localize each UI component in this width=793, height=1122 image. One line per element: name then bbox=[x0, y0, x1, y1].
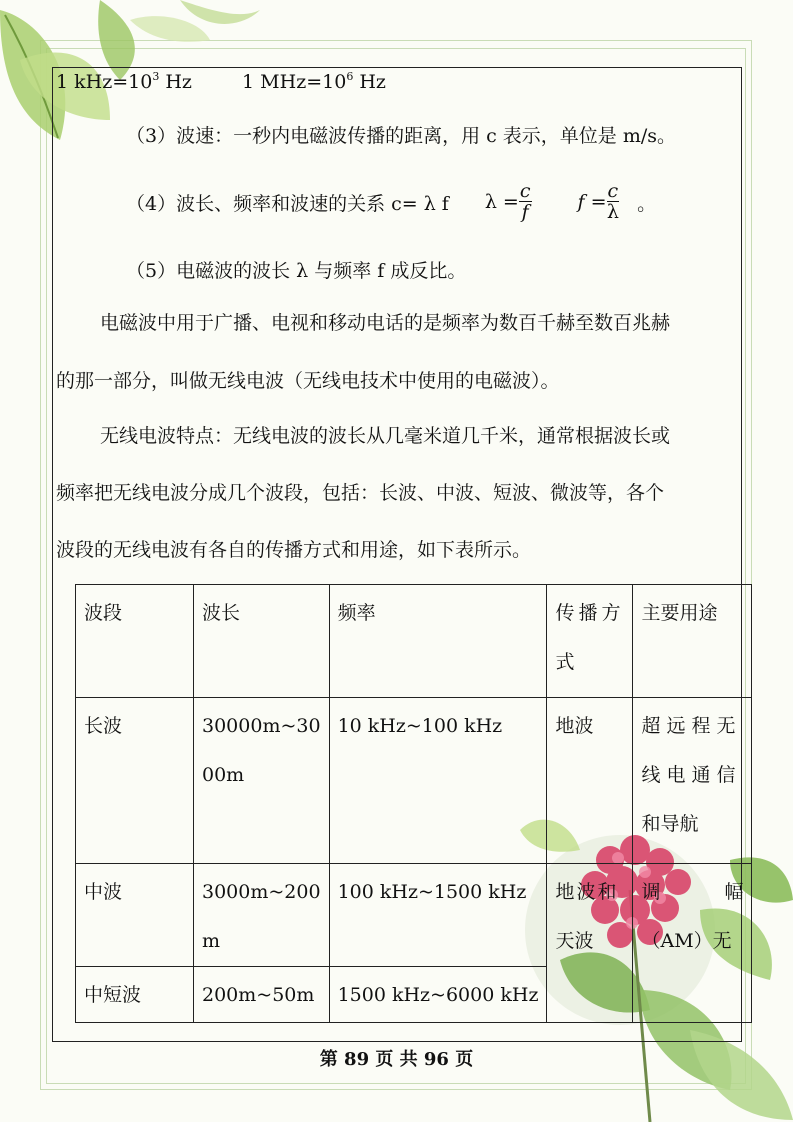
row-medium-wave-propagation: 地波和 天波 bbox=[547, 864, 633, 1023]
item-4-text: （4）波长、频率和波速的关系 c= λ f bbox=[126, 192, 449, 215]
formula-lambda-numerator: c bbox=[519, 180, 531, 202]
row-long-wave-band: 长波 bbox=[76, 698, 194, 864]
paragraph-2-line-1: 无线电波特点：无线电波的波长从几毫米道几千米，通常根据波长或 bbox=[100, 425, 671, 447]
row-medium-wave-band: 中波 bbox=[76, 864, 194, 967]
row-medium-short-wave-wavelength: 200m~50m bbox=[194, 967, 330, 1023]
header-band: 波段 bbox=[76, 585, 194, 698]
item-5-inverse-relation: （5）电磁波的波长 λ 与频率 f 成反比。 bbox=[126, 260, 467, 282]
mhz-exponent: 6 bbox=[346, 70, 354, 83]
formula-f-lhs: f = bbox=[577, 191, 607, 213]
paragraph-1-line-1: 电磁波中用于广播、电视和移动电话的是频率为数百千赫至数百兆赫 bbox=[100, 312, 671, 334]
paragraph-2-line-3: 波段的无线电波有各自的传播方式和用途，如下表所示。 bbox=[56, 539, 532, 561]
header-wavelength: 波长 bbox=[194, 585, 330, 698]
row-long-wave-propagation: 地波 bbox=[547, 698, 633, 864]
formula-lambda-denominator: f bbox=[519, 201, 532, 222]
khz-prefix: 1 kHz=10 bbox=[56, 71, 153, 93]
formula-f-fraction bbox=[607, 182, 620, 222]
mhz-unit: Hz bbox=[353, 71, 386, 93]
formula-f-numerator: c bbox=[607, 180, 619, 202]
item-4-relation bbox=[126, 180, 656, 224]
table-row bbox=[76, 864, 752, 967]
table-row bbox=[76, 698, 752, 864]
table-header-row bbox=[76, 585, 752, 698]
khz-unit: Hz bbox=[159, 71, 192, 93]
khz-exponent: 3 bbox=[152, 70, 160, 83]
formula-lambda-lhs: λ = bbox=[484, 191, 519, 213]
item-3-wave-speed: （3）波速：一秒内电磁波传播的距离，用 c 表示，单位是 m/s。 bbox=[126, 125, 677, 147]
radio-bands-table bbox=[75, 584, 752, 1023]
header-usage: 主要用途 bbox=[633, 585, 752, 698]
unit-conversion-line bbox=[56, 70, 386, 93]
page-number-footer: 第 89 页 共 96 页 bbox=[319, 1049, 474, 1070]
row-long-wave-frequency: 10 kHz~100 kHz bbox=[329, 698, 547, 864]
paragraph-1-line-2: 的那一部分，叫做无线电波（无线电技术中使用的电磁波）。 bbox=[56, 370, 560, 392]
formula-f-denominator: λ bbox=[606, 201, 619, 223]
header-propagation: 传播方 式 bbox=[547, 585, 633, 698]
row-medium-short-wave-frequency: 1500 kHz~6000 kHz bbox=[329, 967, 547, 1023]
row-long-wave-wavelength: 30000m~30 00m bbox=[194, 698, 330, 864]
row-medium-wave-frequency: 100 kHz~1500 kHz bbox=[329, 864, 547, 967]
paragraph-2-line-2: 频率把无线电波分成几个波段，包括：长波、中波、短波、微波等，各个 bbox=[56, 482, 665, 504]
mhz-prefix: 1 MHz=10 bbox=[242, 71, 347, 93]
item-4-end: 。 bbox=[637, 192, 657, 215]
row-medium-wave-wavelength: 3000m~200 m bbox=[194, 864, 330, 967]
formula-lambda-fraction bbox=[519, 182, 532, 222]
header-frequency: 频率 bbox=[329, 585, 547, 698]
row-medium-wave-usage: 调 幅 （AM）无 bbox=[633, 864, 752, 1023]
row-long-wave-usage: 超远程无 线电通信 和导航 bbox=[633, 698, 752, 864]
row-medium-short-wave-band: 中短波 bbox=[76, 967, 194, 1023]
